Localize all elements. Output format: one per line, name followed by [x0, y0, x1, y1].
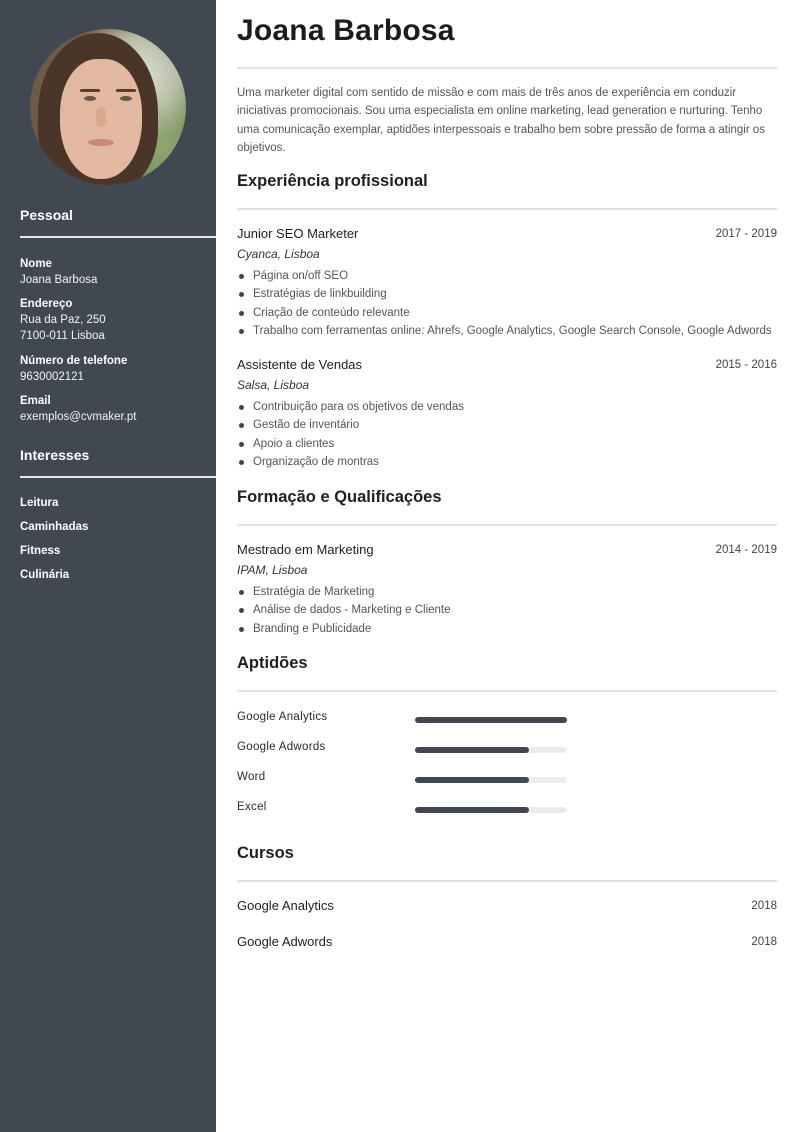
bullet-icon: [239, 423, 244, 428]
sidebar: [0, 0, 216, 1132]
skill-level-fill: [415, 807, 529, 813]
interest-item: Culinária: [20, 569, 70, 581]
job-title: Assistente de Vendas: [237, 357, 363, 372]
skills-divider: [237, 690, 777, 692]
list-item: [237, 322, 772, 340]
field-label: Email: [20, 395, 51, 407]
skill-name: Google Analytics: [237, 711, 328, 723]
course-year: 2018: [751, 936, 777, 948]
job-company: Salsa, Lisboa: [237, 378, 310, 392]
degree-institution: IPAM, Lisboa: [237, 563, 308, 577]
course-name: Google Analytics: [237, 898, 334, 913]
job-duties-list: [237, 398, 464, 471]
course-name: Google Adwords: [237, 934, 333, 949]
list-item: [237, 304, 772, 322]
photo-brow: [116, 89, 136, 92]
field-label: Nome: [20, 258, 52, 270]
degree-title: Mestrado em Marketing: [237, 542, 374, 557]
list-item: [237, 398, 464, 416]
list-item: [237, 435, 464, 453]
field-label: Número de telefone: [20, 355, 128, 367]
skill-level-fill: [415, 747, 529, 753]
skill-row: [237, 741, 577, 757]
interests-divider: [20, 476, 216, 478]
bullet-icon: [239, 405, 244, 410]
list-item: [237, 601, 451, 619]
personal-field-address: [20, 296, 106, 344]
topic-text: Estratégia de Marketing: [253, 586, 375, 598]
profile-summary: Uma marketer digital com sentido de missão e com mais de três anos de experiência em conduzir iniciativas promocionais. Sou uma especialista em online marketing, lead generation e nurturing. Tenho uma comunicação exemplar, aptidões interpessoais e trabalho bem sobre pressão de forma a atingir os objetivos.: [237, 87, 766, 154]
bullet-icon: [239, 627, 244, 632]
education-divider: [237, 524, 777, 526]
header-divider: [237, 67, 777, 69]
job-date: 2015 - 2016: [715, 359, 777, 371]
field-value: 7100-011 Lisboa: [20, 330, 105, 342]
degree-topics-list: [237, 583, 451, 638]
bullet-icon: [239, 311, 244, 316]
topic-text: Análise de dados - Marketing e Cliente: [253, 604, 451, 617]
job-title: Junior SEO Marketer: [237, 226, 359, 241]
personal-field-email: [20, 393, 137, 425]
email-link[interactable]: exemplos@cvmaker.pt: [20, 411, 137, 423]
skill-name: Google Adwords: [237, 741, 326, 753]
profile-photo: [30, 29, 186, 185]
duty-text: Trabalho com ferramentas online: Ahrefs, Google Analytics, Google Search Console, Google Adwords: [253, 324, 772, 337]
job-duties-list: [237, 267, 772, 340]
photo-nose: [96, 107, 106, 127]
skills-section-title: Aptidões: [237, 654, 308, 672]
skill-row: [237, 801, 577, 817]
course-year: 2018: [751, 900, 777, 912]
duty-text: Estratégias de linkbuilding: [253, 288, 387, 301]
skill-row: [237, 771, 577, 787]
list-item: [237, 453, 464, 471]
duty-text: Página on/off SEO: [253, 270, 349, 282]
duty-text: Organização de montras: [253, 455, 379, 468]
bullet-icon: [239, 608, 244, 613]
duty-text: Contribuição para os objetivos de vendas: [253, 401, 464, 413]
skill-level-bar: [415, 717, 567, 723]
duty-text: Criação de conteúdo relevante: [253, 306, 410, 319]
bullet-icon: [239, 442, 244, 447]
list-item: [237, 620, 451, 638]
skill-name: Word: [237, 771, 266, 783]
photo-eye: [84, 96, 96, 101]
personal-field-name: [20, 256, 97, 288]
job-company: Cyanca, Lisboa: [237, 247, 320, 261]
job-date: 2017 - 2019: [715, 228, 777, 240]
list-item: [237, 267, 772, 285]
skill-row: [237, 711, 577, 727]
education-section-title: Formação e Qualificações: [237, 488, 442, 506]
duty-text: Gestão de inventário: [253, 419, 360, 432]
experience-section-title: Experiência profissional: [237, 172, 428, 190]
courses-divider: [237, 880, 777, 882]
interest-item: Fitness: [20, 545, 61, 557]
list-item: [237, 416, 464, 434]
bullet-icon: [239, 274, 244, 279]
personal-divider: [20, 236, 216, 238]
courses-section-title: Cursos: [237, 844, 294, 862]
photo-brow: [80, 89, 100, 92]
duty-text: Apoio a clientes: [253, 437, 335, 450]
interests-section-title: Interesses: [20, 447, 90, 463]
interest-item: Leitura: [20, 497, 59, 509]
personal-field-phone: [20, 353, 127, 385]
interest-item: Caminhadas: [20, 521, 89, 533]
degree-date: 2014 - 2019: [715, 544, 777, 556]
photo-lips: [88, 139, 114, 146]
bullet-icon: [239, 460, 244, 465]
skill-level-bar: [415, 807, 567, 813]
list-item: [237, 285, 772, 303]
skill-level-fill: [415, 777, 529, 783]
topic-text: Branding e Publicidade: [253, 622, 372, 635]
field-value: Joana Barbosa: [20, 274, 98, 286]
bullet-icon: [239, 590, 244, 595]
skill-name: Excel: [237, 801, 267, 813]
experience-divider: [237, 208, 777, 210]
field-value: Rua da Paz, 250: [20, 314, 106, 326]
photo-eye: [120, 96, 132, 101]
field-label: Endereço: [20, 298, 73, 310]
bullet-icon: [239, 292, 244, 297]
list-item: [237, 583, 451, 601]
skill-level-fill: [415, 717, 567, 723]
personal-section-title: Pessoal: [20, 207, 73, 223]
field-value: 9630002121: [20, 371, 84, 383]
skill-level-bar: [415, 777, 567, 783]
skill-level-bar: [415, 747, 567, 753]
candidate-name: Joana Barbosa: [237, 14, 455, 47]
bullet-icon: [239, 329, 244, 334]
